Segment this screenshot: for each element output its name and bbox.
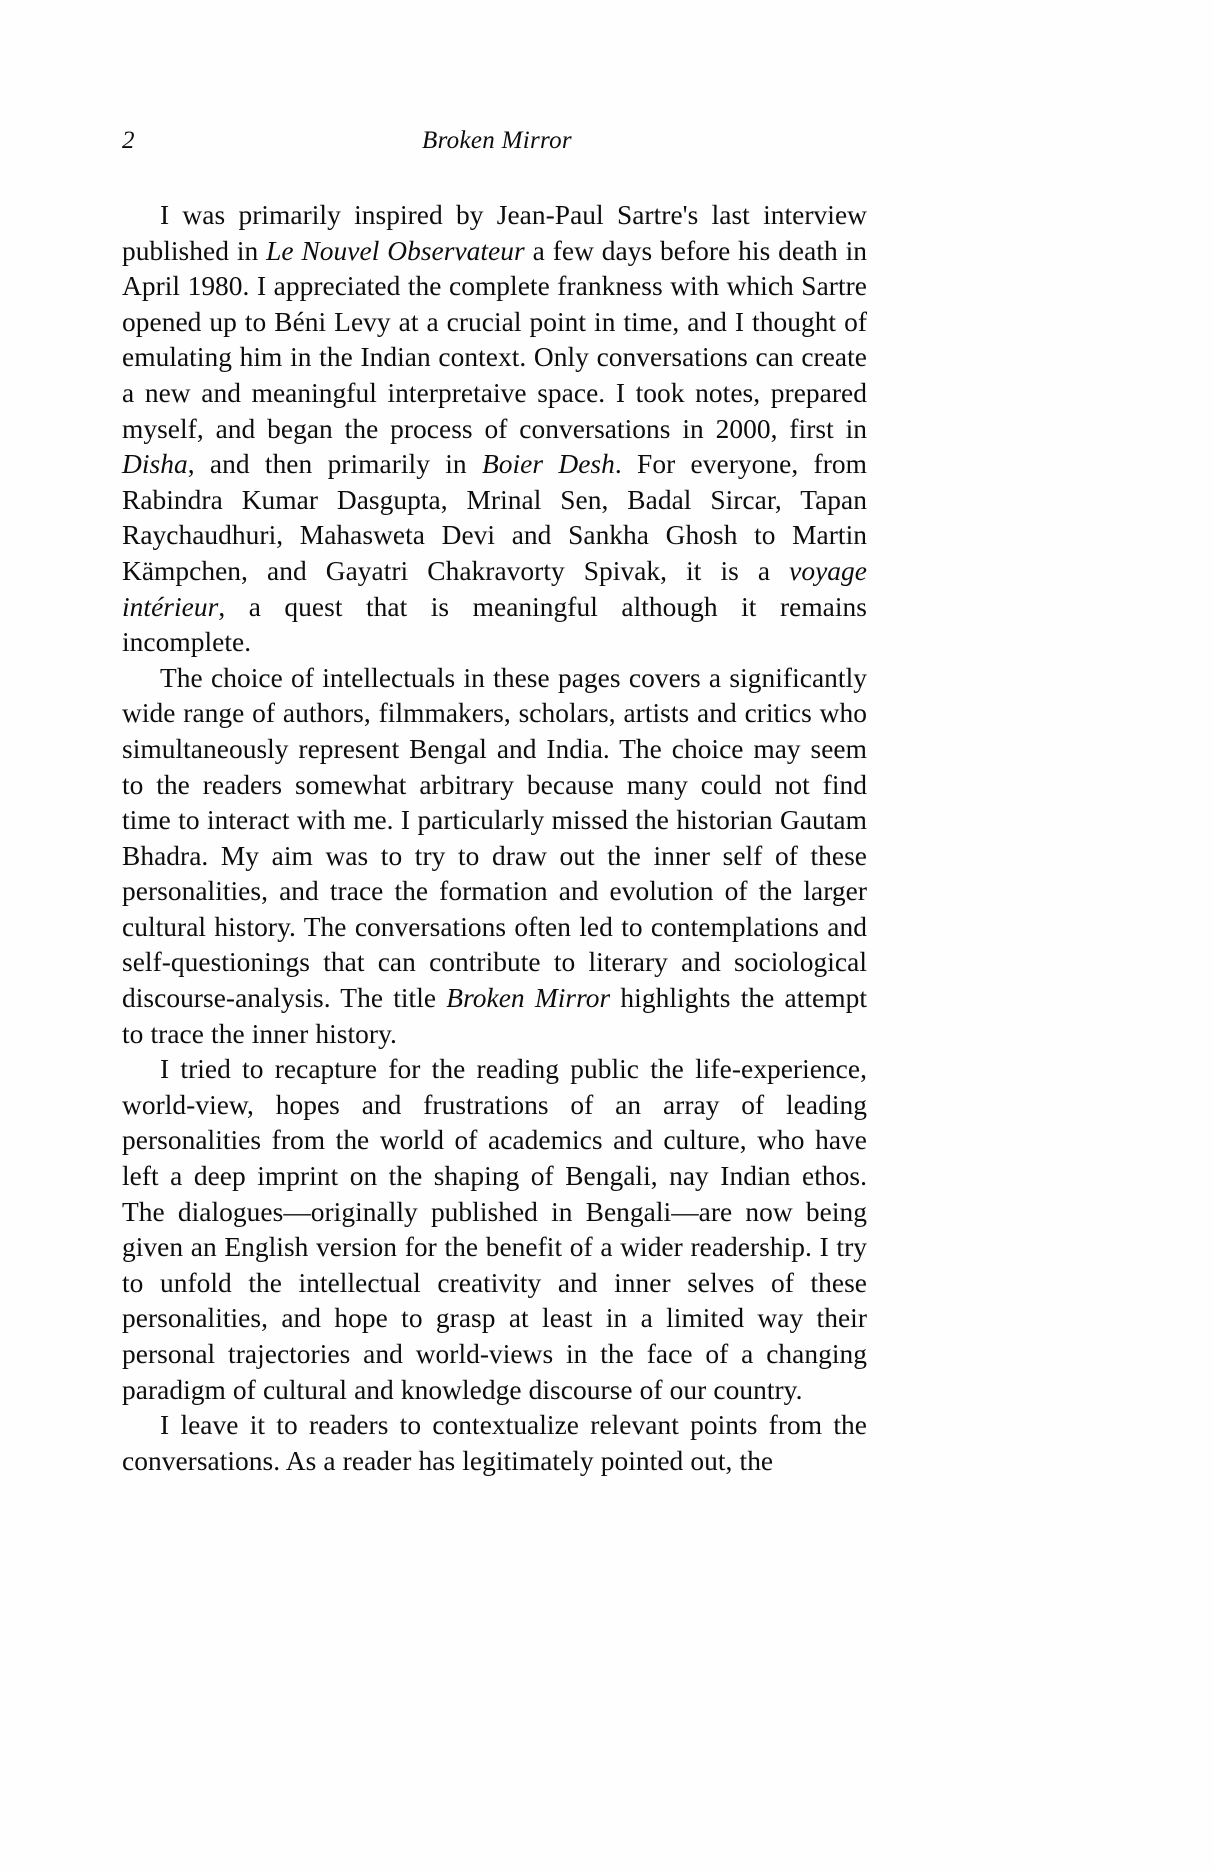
page-number: 2 (122, 127, 135, 154)
paragraph-4 (122, 1408, 867, 1479)
text-run: , and then primarily in (187, 449, 482, 480)
text-run: I leave it to readers to contextualize relevant points from the conversations. As a reader has legitimately pointed out, the (122, 1410, 867, 1476)
running-head (122, 128, 867, 172)
italic-french-phrase: voyage intérieur (122, 555, 867, 622)
italic-journal-boier-desh: Boier Desh (481, 449, 615, 480)
italic-journal-disha: Disha (122, 449, 188, 480)
text-run: I tried to recapture for the reading public the life-experience, world-view, hopes and frustrations of an array of leading personalities from the world of academics and culture, who have left a deep imprint on the shaping of Bengali, nay Indian ethos. The dialogues—originally published in Bengali—are now being given an English version for the benefit of a wider readership. I try to unfold the intellectual creativity and inner selves of these personalities, and hope to grasp at least in a limited way their personal trajectories and world-views in the face of a changing paradigm of cultural and knowledge discourse of our country. (122, 1054, 867, 1405)
text-run: a few days before his death in April 1980. I appreciated the complete frankness with which Sartre opened up to Béni Levy at a crucial point in time, and I thought of emulating him in the Indian context. Only conversations can create a new and meaningful interpretaive space. I took notes, prepared myself, and began the process of conversations in 2000, first in (122, 235, 868, 444)
running-head-title: Broken Mirror (422, 127, 572, 154)
paragraph-1 (122, 198, 867, 661)
paragraph-2 (122, 661, 867, 1053)
italic-book-title: Broken Mirror (446, 983, 611, 1014)
text-run: The choice of intellectuals in these pages covers a significantly wide range of authors, filmmakers, scholars, artists and critics who simultaneously represent Bengal and India. The choice may seem to the readers somewhat arbitrary because many could not find time to interact with me. I particularly missed the historian Gautam Bhadra. My aim was to try to draw out the inner self of these personalities, and trace the formation and evolution of the larger cultural history. The conversations often led to contemplations and self-questionings that can contribute to literary and sociological discourse-analysis. The title (122, 662, 867, 1014)
text-run: . For everyone, from Rabindra Kumar Dasgupta, Mrinal Sen, Badal Sircar, Tapan Raychaudhuri, Mahasweta Devi and Sankha Ghosh to Martin Kämpchen, and Gayatri Chakravorty Spivak, it is a (122, 449, 867, 586)
italic-publication-title: Le Nouvel Observateur (266, 235, 525, 266)
text-run: I was primarily inspired by Jean-Paul Sartre's last interview published in (122, 200, 867, 266)
paragraph-3 (122, 1052, 867, 1408)
text-run: , a quest that is meaningful although it remains incomplete. (122, 591, 867, 658)
text-run: highlights the attempt to trace the inner history. (122, 983, 867, 1049)
page-text-block (122, 128, 867, 1479)
